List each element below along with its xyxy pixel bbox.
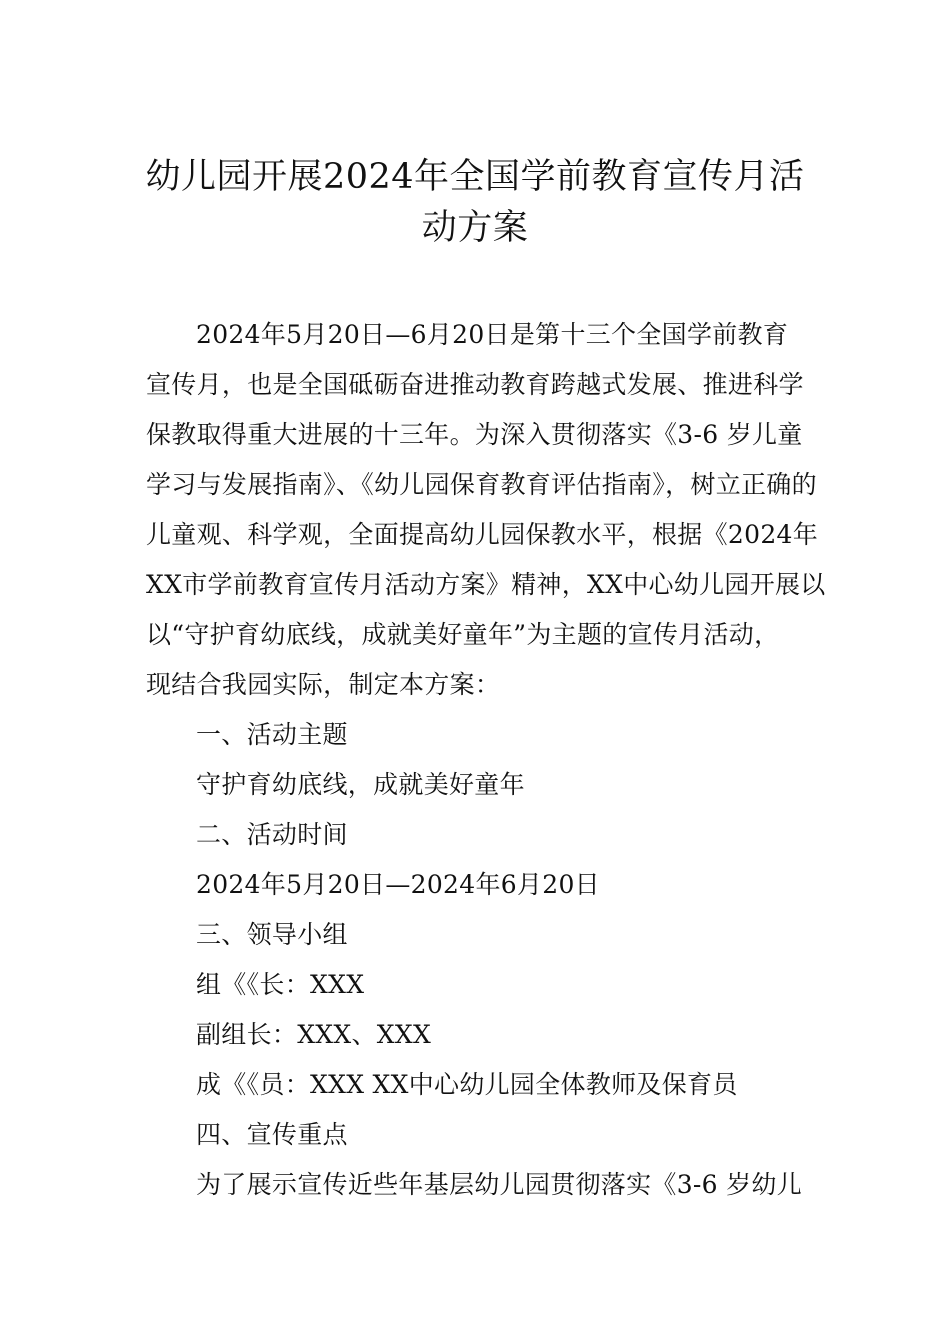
section-heading-focus: 四、宣传重点 bbox=[196, 1120, 348, 1149]
section-heading-leadership: 三、领导小组 bbox=[196, 920, 348, 949]
vice-leader-line: 副组长：XXX、XXX bbox=[196, 1020, 432, 1049]
section-heading-theme: 一、活动主题 bbox=[196, 720, 348, 749]
section-heading-time: 二、活动时间 bbox=[196, 820, 348, 849]
time-text: 2024年5月20日—2024年6月20日 bbox=[196, 870, 600, 899]
theme-text: 守护育幼底线，成就美好童年 bbox=[196, 770, 525, 799]
focus-text-line: 为了展示宣传近些年基层幼儿园贯彻落实《3-6 岁幼儿 bbox=[196, 1170, 803, 1199]
intro-paragraph-line: 宣传月，也是全国砥砺奋进推动教育跨越式发展、推进科学 bbox=[146, 370, 804, 399]
intro-paragraph-line: 儿童观、科学观，全面提高幼儿园保教水平，根据《2024年 bbox=[146, 520, 819, 549]
intro-paragraph-line: 现结合我园实际，制定本方案： bbox=[146, 670, 501, 699]
document-title-line-2: 动方案 bbox=[421, 208, 529, 248]
intro-paragraph-line: 以“守护育幼底线，成就美好童年”为主题的宣传月活动， bbox=[146, 620, 780, 649]
leader-line: 组《《长：XXX bbox=[196, 970, 365, 999]
intro-paragraph-line: 保教取得重大进展的十三年。为深入贯彻落实《3-6 岁儿童 bbox=[146, 420, 803, 449]
intro-paragraph-line: 学习与发展指南》、《幼儿园保育教育评估指南》，树立正确的 bbox=[146, 470, 817, 499]
members-line: 成《《员：XXX XX中心幼儿园全体教师及保育员 bbox=[196, 1070, 738, 1099]
intro-paragraph-line: 2024年5月20日—6月20日是第十三个全国学前教育 bbox=[196, 320, 789, 349]
intro-paragraph-line: XX市学前教育宣传月活动方案》精神，XX中心幼儿园开展以 bbox=[146, 570, 826, 599]
document-title-line-1: 幼儿园开展2024年全国学前教育宣传月活 bbox=[145, 157, 805, 197]
